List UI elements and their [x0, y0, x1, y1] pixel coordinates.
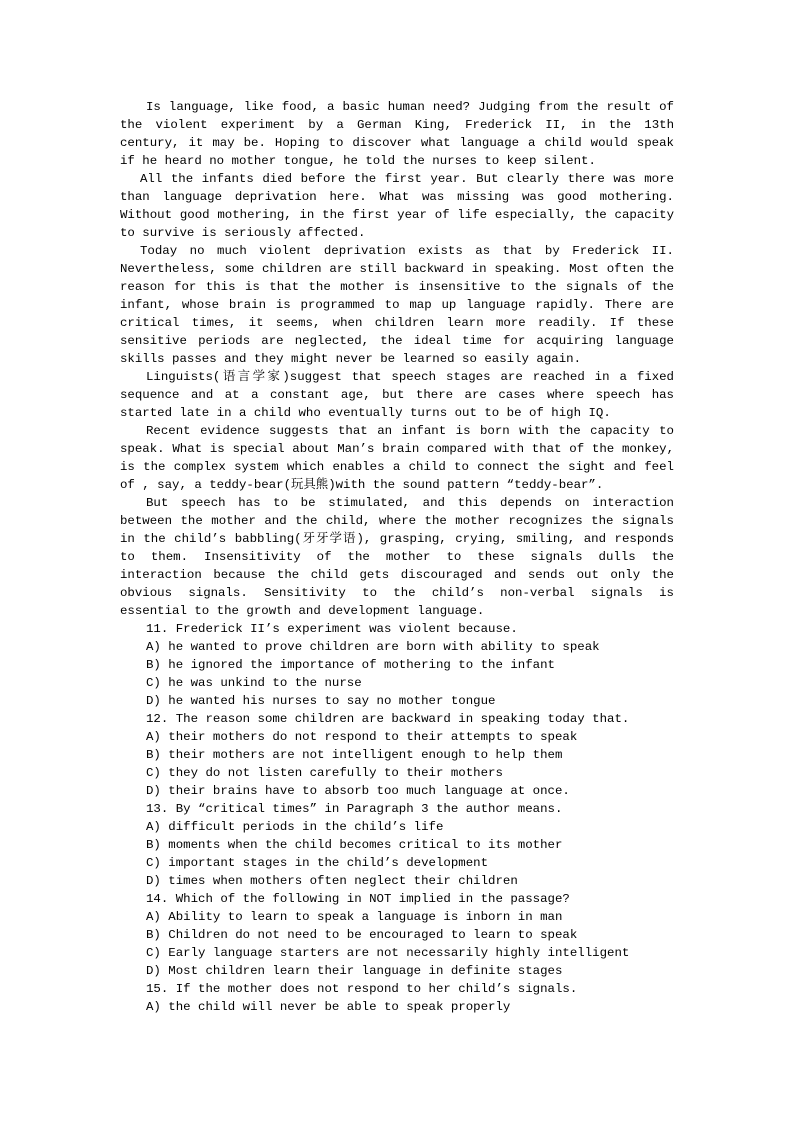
question-stem: 11. Frederick II’s experiment was violent because.	[146, 622, 518, 636]
question-stem: 15. If the mother does not respond to her child’s signals.	[146, 982, 578, 996]
answer-option: C) important stages in the child’s development	[146, 856, 489, 870]
question-stem: 13. By “critical times” in Paragraph 3 the author means.	[146, 802, 563, 816]
passage-paragraph: Recent evidence suggests that an infant is born with the capacity to speak. What is special about Man’s brain compared with that of the monkey, is the complex system which enables a child to connect the sight and feel of , say, a teddy-bear(玩具熊)with the sound pattern “teddy-bear”.	[120, 424, 674, 492]
answer-option: B) their mothers are not intelligent enough to help them	[146, 748, 563, 762]
passage-paragraph: Is language, like food, a basic human need? Judging from the result of the violent experiment by a German King, Frederick II, in the 13th century, it may be. Hoping to discover what language a child would speak if he heard no mother tongue, he told the nurses to keep silent.	[120, 100, 674, 168]
question-13	[146, 800, 674, 890]
answer-option: C) they do not listen carefully to their mothers	[146, 766, 503, 780]
answer-option: D) he wanted his nurses to say no mother tongue	[146, 694, 496, 708]
answer-option: B) he ignored the importance of mothering to the infant	[146, 658, 555, 672]
passage-paragraph: Linguists(语言学家)suggest that speech stages are reached in a fixed sequence and at a constant age, but there are cases where speech has started late in a child who eventually turns out to be of high IQ.	[120, 370, 674, 420]
question-15	[146, 980, 674, 1016]
answer-option: D) Most children learn their language in definite stages	[146, 964, 563, 978]
answer-option: C) he was unkind to the nurse	[146, 676, 362, 690]
questions-section	[120, 620, 674, 1016]
answer-option: B) Children do not need to be encouraged to learn to speak	[146, 928, 578, 942]
answer-option: D) their brains have to absorb too much language at once.	[146, 784, 570, 798]
answer-option: B) moments when the child becomes critical to its mother	[146, 838, 563, 852]
answer-option: A) difficult periods in the child’s life	[146, 820, 444, 834]
question-stem: 14. Which of the following in NOT implied in the passage?	[146, 892, 570, 906]
answer-option: C) Early language starters are not necessarily highly intelligent	[146, 946, 630, 960]
answer-option: A) Ability to learn to speak a language is inborn in man	[146, 910, 563, 924]
reading-passage	[120, 98, 674, 620]
answer-option: D) times when mothers often neglect their children	[146, 874, 518, 888]
question-12	[146, 710, 674, 800]
answer-option: A) he wanted to prove children are born with ability to speak	[146, 640, 600, 654]
answer-option: A) their mothers do not respond to their attempts to speak	[146, 730, 578, 744]
answer-option: A) the child will never be able to speak properly	[146, 1000, 511, 1014]
passage-paragraph: Today no much violent deprivation exists as that by Frederick II. Nevertheless, some children are still backward in speaking. Most often the reason for this is that the mother is insensitive to the signals of the infant, whose brain is programmed to map up language rapidly. There are critical times, it seems, when children learn more readily. If these sensitive periods are neglected, the ideal time for acquiring language skills passes and they might never be learned so easily again.	[120, 244, 674, 366]
passage-paragraph: But speech has to be stimulated, and this depends on interaction between the mother and the child, where the mother recognizes the signals in the child’s babbling(牙牙学语), grasping, crying, smiling, and responds to them. Insensitivity of the mother to these signals dulls the interaction because the child gets discouraged and sends out only the obvious signals. Sensitivity to the child’s non-verbal signals is essential to the growth and development language.	[120, 496, 674, 618]
question-stem: 12. The reason some children are backward in speaking today that.	[146, 712, 630, 726]
question-11	[146, 620, 674, 710]
question-14	[146, 890, 674, 980]
passage-paragraph: All the infants died before the first year. But clearly there was more than language deprivation here. What was missing was good mothering. Without good mothering, in the first year of life especially, the capacity to survive is seriously affected.	[120, 172, 674, 240]
document-page	[120, 98, 674, 1016]
